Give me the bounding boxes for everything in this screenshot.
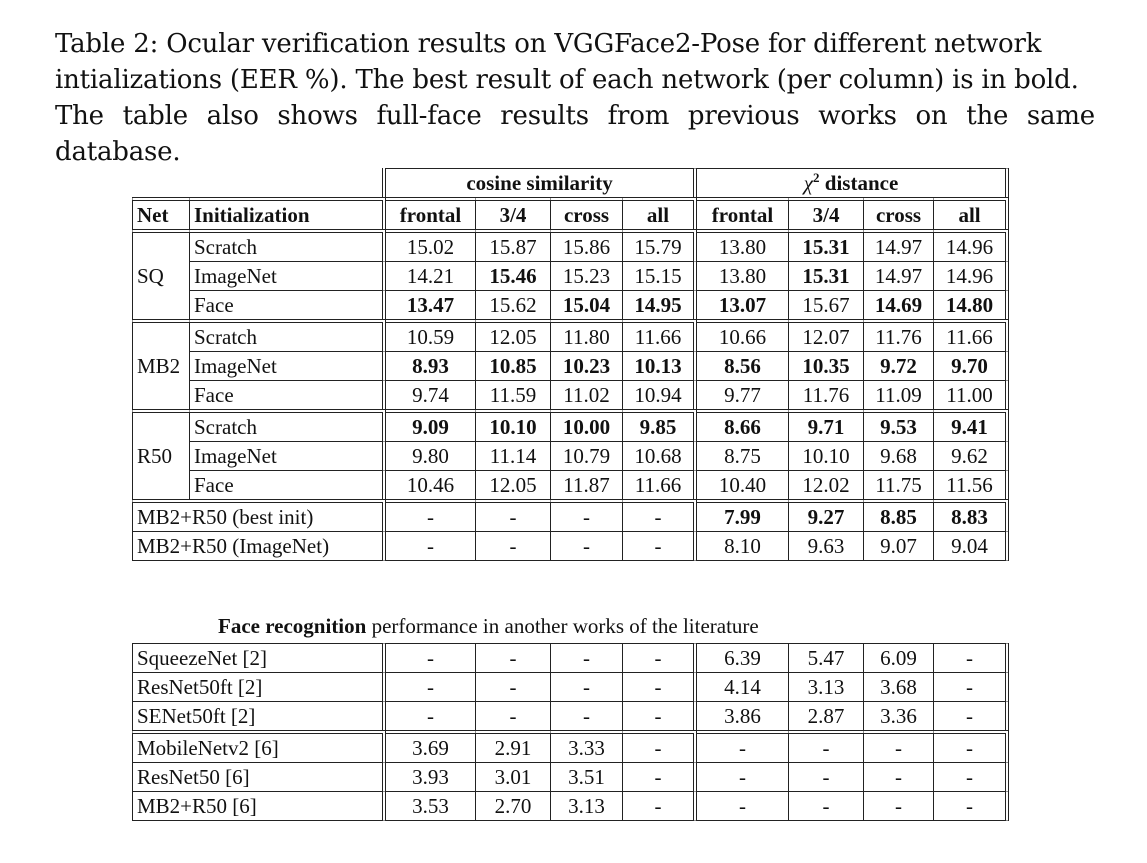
table-row <box>132 441 1009 470</box>
value-cell: - <box>864 762 934 791</box>
value-cell: - <box>934 701 1009 730</box>
value-cell: 2.87 <box>789 701 864 730</box>
value-cell: - <box>623 643 697 672</box>
value-cell: 13.80 <box>697 229 789 261</box>
value-cell: 15.15 <box>623 261 697 290</box>
value-cell: 15.31 <box>789 229 864 261</box>
value-cell: - <box>476 531 551 561</box>
value-cell: 8.10 <box>697 531 789 561</box>
column-header: frontal <box>386 197 476 229</box>
caption-line: Table 2: Ocular verification results on VGGFace2-Pose for different network <box>55 29 1042 59</box>
value-cell: 9.74 <box>386 380 476 409</box>
net-label: SQ <box>132 229 190 319</box>
value-cell: 4.14 <box>697 672 789 701</box>
column-header: 3/4 <box>789 197 864 229</box>
value-cell: 15.23 <box>551 261 623 290</box>
value-cell: - <box>476 672 551 701</box>
value-cell: 9.09 <box>386 409 476 441</box>
init-label: Scratch <box>190 229 386 261</box>
value-cell: - <box>386 672 476 701</box>
init-label: Face <box>190 470 386 499</box>
column-header: cross <box>864 197 934 229</box>
value-cell: 2.91 <box>476 730 551 762</box>
table-row <box>132 409 1009 441</box>
value-cell: 14.95 <box>623 290 697 319</box>
value-cell: 8.93 <box>386 351 476 380</box>
literature-title-rest: performance in another works of the literature <box>366 614 759 638</box>
net-column-header: Net <box>132 197 190 229</box>
table-row <box>132 229 1009 261</box>
value-cell: 10.10 <box>476 409 551 441</box>
literature-row <box>132 762 1009 791</box>
value-cell: 3.93 <box>386 762 476 791</box>
literature-label: MobileNetv2 [6] <box>132 730 386 762</box>
value-cell: 15.02 <box>386 229 476 261</box>
net-label: MB2 <box>132 319 190 409</box>
value-cell: 9.80 <box>386 441 476 470</box>
value-cell: 15.31 <box>789 261 864 290</box>
literature-row <box>132 730 1009 762</box>
init-label: ImageNet <box>190 261 386 290</box>
value-cell: 8.56 <box>697 351 789 380</box>
value-cell: 13.80 <box>697 261 789 290</box>
value-cell: 10.79 <box>551 441 623 470</box>
table-row <box>132 351 1009 380</box>
column-header: cross <box>551 197 623 229</box>
value-cell: 9.68 <box>864 441 934 470</box>
value-cell: 14.97 <box>864 229 934 261</box>
value-cell: 11.87 <box>551 470 623 499</box>
init-label: Face <box>190 380 386 409</box>
value-cell: 10.46 <box>386 470 476 499</box>
value-cell: 5.47 <box>789 643 864 672</box>
fusion-row <box>132 499 1009 531</box>
init-label: Face <box>190 290 386 319</box>
value-cell: 9.72 <box>864 351 934 380</box>
value-cell: 11.66 <box>623 319 697 351</box>
value-cell: - <box>551 672 623 701</box>
literature-title-bold: Face recognition <box>218 614 367 638</box>
value-cell: 10.59 <box>386 319 476 351</box>
value-cell: 8.85 <box>864 499 934 531</box>
group-header-row <box>132 168 1009 197</box>
value-cell: 14.80 <box>934 290 1009 319</box>
value-cell: - <box>864 730 934 762</box>
results-table <box>132 168 1009 561</box>
value-cell: 9.71 <box>789 409 864 441</box>
column-header: 3/4 <box>476 197 551 229</box>
value-cell: 9.85 <box>623 409 697 441</box>
value-cell: - <box>934 762 1009 791</box>
value-cell: 8.66 <box>697 409 789 441</box>
value-cell: - <box>623 531 697 561</box>
value-cell: 13.47 <box>386 290 476 319</box>
table-row <box>132 380 1009 409</box>
value-cell: 11.66 <box>623 470 697 499</box>
value-cell: - <box>551 643 623 672</box>
value-cell: 10.66 <box>697 319 789 351</box>
value-cell: 10.68 <box>623 441 697 470</box>
value-cell: 10.23 <box>551 351 623 380</box>
literature-title <box>218 614 759 639</box>
literature-label: SENet50ft [2] <box>132 701 386 730</box>
column-header: all <box>623 197 697 229</box>
value-cell: 14.96 <box>934 229 1009 261</box>
literature-row <box>132 672 1009 701</box>
value-cell: - <box>551 499 623 531</box>
caption-line: intializations (EER %). The best result of each network (per column) is in bold. <box>55 65 1079 95</box>
value-cell: 3.33 <box>551 730 623 762</box>
column-header: frontal <box>697 197 789 229</box>
table-row <box>132 261 1009 290</box>
value-cell: - <box>623 672 697 701</box>
value-cell: - <box>386 643 476 672</box>
value-cell: - <box>551 531 623 561</box>
fusion-label: MB2+R50 (ImageNet) <box>132 531 386 561</box>
literature-row <box>132 701 1009 730</box>
init-label: Scratch <box>190 409 386 441</box>
value-cell: 11.56 <box>934 470 1009 499</box>
caption-line: The table also shows full-face results from previous works on the same database. <box>55 101 1095 167</box>
value-cell: - <box>697 730 789 762</box>
literature-row <box>132 643 1009 672</box>
init-label: ImageNet <box>190 441 386 470</box>
fusion-label: MB2+R50 (best init) <box>132 499 386 531</box>
value-cell: 12.05 <box>476 319 551 351</box>
value-cell: 12.02 <box>789 470 864 499</box>
value-cell: 3.13 <box>551 791 623 821</box>
value-cell: 11.14 <box>476 441 551 470</box>
literature-label: ResNet50ft [2] <box>132 672 386 701</box>
value-cell: - <box>864 791 934 821</box>
table-row <box>132 470 1009 499</box>
value-cell: 10.94 <box>623 380 697 409</box>
value-cell: 3.51 <box>551 762 623 791</box>
value-cell: - <box>551 701 623 730</box>
value-cell: 2.70 <box>476 791 551 821</box>
value-cell: - <box>476 701 551 730</box>
value-cell: 7.99 <box>697 499 789 531</box>
empty-corner <box>132 168 386 197</box>
value-cell: - <box>789 791 864 821</box>
value-cell: 11.76 <box>864 319 934 351</box>
value-cell: 12.07 <box>789 319 864 351</box>
value-cell: 13.07 <box>697 290 789 319</box>
value-cell: 9.07 <box>864 531 934 561</box>
fusion-row <box>132 531 1009 561</box>
value-cell: - <box>623 701 697 730</box>
init-label: Scratch <box>190 319 386 351</box>
value-cell: 9.27 <box>789 499 864 531</box>
value-cell: - <box>386 499 476 531</box>
value-cell: - <box>934 672 1009 701</box>
literature-label: ResNet50 [6] <box>132 762 386 791</box>
value-cell: 11.09 <box>864 380 934 409</box>
table-caption <box>55 26 1095 170</box>
table-row <box>132 319 1009 351</box>
init-label: ImageNet <box>190 351 386 380</box>
value-cell: 10.35 <box>789 351 864 380</box>
value-cell: 11.76 <box>789 380 864 409</box>
value-cell: 9.63 <box>789 531 864 561</box>
value-cell: 9.77 <box>697 380 789 409</box>
value-cell: 3.13 <box>789 672 864 701</box>
value-cell: 10.40 <box>697 470 789 499</box>
chi-header-label: distance <box>819 171 899 195</box>
value-cell: - <box>934 643 1009 672</box>
value-cell: 15.87 <box>476 229 551 261</box>
net-label: R50 <box>132 409 190 499</box>
cosine-group-header: cosine similarity <box>386 168 697 197</box>
value-cell: 14.69 <box>864 290 934 319</box>
value-cell: - <box>789 730 864 762</box>
value-cell: 3.53 <box>386 791 476 821</box>
value-cell: - <box>386 531 476 561</box>
value-cell: 11.59 <box>476 380 551 409</box>
chi-group-header <box>697 168 1009 197</box>
literature-label: SqueezeNet [2] <box>132 643 386 672</box>
value-cell: 9.41 <box>934 409 1009 441</box>
table-row <box>132 290 1009 319</box>
value-cell: 3.86 <box>697 701 789 730</box>
value-cell: 15.67 <box>789 290 864 319</box>
value-cell: - <box>623 762 697 791</box>
value-cell: 12.05 <box>476 470 551 499</box>
value-cell: 11.02 <box>551 380 623 409</box>
value-cell: 6.39 <box>697 643 789 672</box>
column-header: all <box>934 197 1009 229</box>
value-cell: - <box>476 643 551 672</box>
value-cell: 9.04 <box>934 531 1009 561</box>
value-cell: 15.04 <box>551 290 623 319</box>
value-cell: 3.36 <box>864 701 934 730</box>
value-cell: 9.53 <box>864 409 934 441</box>
value-cell: 11.66 <box>934 319 1009 351</box>
value-cell: 11.00 <box>934 380 1009 409</box>
value-cell: 15.62 <box>476 290 551 319</box>
value-cell: - <box>697 762 789 791</box>
literature-row <box>132 791 1009 821</box>
value-cell: 10.10 <box>789 441 864 470</box>
literature-label: MB2+R50 [6] <box>132 791 386 821</box>
value-cell: 9.62 <box>934 441 1009 470</box>
value-cell: 10.00 <box>551 409 623 441</box>
value-cell: 10.85 <box>476 351 551 380</box>
value-cell: 8.75 <box>697 441 789 470</box>
value-cell: 10.13 <box>623 351 697 380</box>
value-cell: - <box>476 499 551 531</box>
value-cell: - <box>697 791 789 821</box>
chi-superscript: 2 <box>813 170 820 185</box>
value-cell: - <box>934 730 1009 762</box>
value-cell: 9.70 <box>934 351 1009 380</box>
value-cell: 14.21 <box>386 261 476 290</box>
literature-table <box>132 643 1009 821</box>
value-cell: 11.80 <box>551 319 623 351</box>
chi-symbol: χ <box>803 171 814 195</box>
value-cell: 3.69 <box>386 730 476 762</box>
value-cell: 3.68 <box>864 672 934 701</box>
value-cell: 15.86 <box>551 229 623 261</box>
value-cell: 15.79 <box>623 229 697 261</box>
value-cell: - <box>789 762 864 791</box>
value-cell: 14.97 <box>864 261 934 290</box>
value-cell: - <box>623 499 697 531</box>
value-cell: 15.46 <box>476 261 551 290</box>
value-cell: - <box>934 791 1009 821</box>
value-cell: 11.75 <box>864 470 934 499</box>
value-cell: - <box>386 701 476 730</box>
value-cell: - <box>623 791 697 821</box>
value-cell: 8.83 <box>934 499 1009 531</box>
value-cell: - <box>623 730 697 762</box>
value-cell: 3.01 <box>476 762 551 791</box>
value-cell: 6.09 <box>864 643 934 672</box>
value-cell: 14.96 <box>934 261 1009 290</box>
init-column-header: Initialization <box>190 197 386 229</box>
